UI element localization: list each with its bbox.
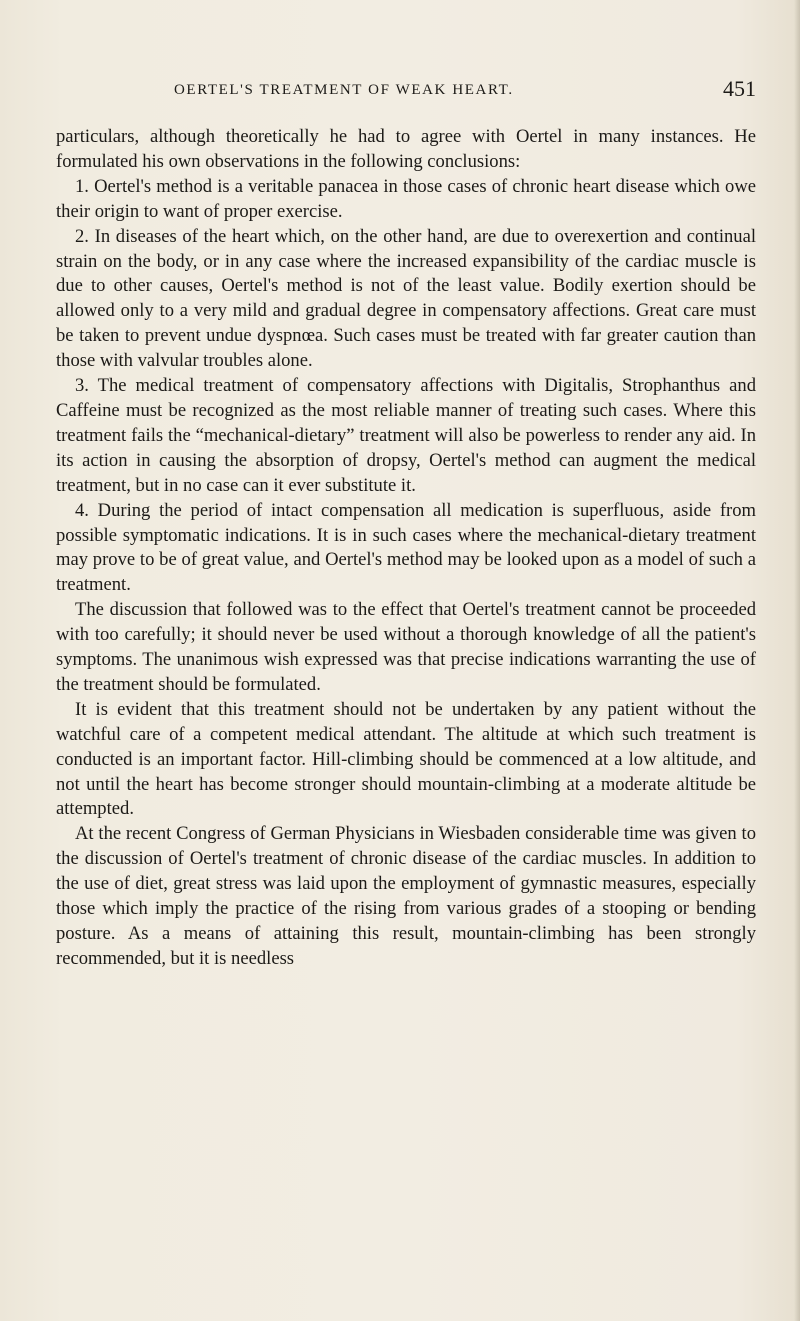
paragraph-conclusion-2: 2. In diseases of the heart which, on the other hand, are due to overexertion and continual strain on the body, or in any case where the increased expansibility of the cardiac muscle is due to other causes, Oertel's method is not of the least value. Bodily exertion should be allowed only to a very mild and gradual degree in compensatory affections. Great care must be taken to prevent undue dyspnœa. Such cases must be treated with far greater caution than those with valvular troubles alone. bbox=[56, 225, 756, 372]
body-text bbox=[56, 125, 756, 972]
paragraph-altitude: It is evident that this treatment should not be undertaken by any patient without the watchful care of a competent medical attendant. The altitude at which such treatment is conducted is an important factor. Hill-climbing should be commenced at a low altitude, and not until the heart has become stronger should mountain-climbing at a moderate altitude be attempted. bbox=[56, 698, 756, 820]
page-number: 451 bbox=[723, 76, 756, 101]
paragraph-conclusion-3: 3. The medical treatment of compensatory affections with Digitalis, Strophanthus and Caffeine must be recognized as the most reliable manner of treating such cases. Where this treatment fails the “mechanical-dietary” treatment will also be powerless to render any aid. In its action in causing the absorption of dropsy, Oertel's method can augment the medical treatment, but in no case can it ever substitute it. bbox=[56, 375, 756, 496]
paragraph-discussion: The discussion that followed was to the effect that Oertel's treatment cannot be proceeded with too carefully; it should never be used without a thorough knowledge of all the patient's symptoms. The unanimous wish expressed was that precise indications warranting the use of the treatment should be formulated. bbox=[56, 599, 756, 695]
running-head: OERTEL'S TREATMENT OF WEAK HEART. bbox=[174, 82, 514, 98]
page-edge-shadow bbox=[794, 0, 800, 1321]
page-header bbox=[56, 76, 756, 116]
paragraph-congress: At the recent Congress of German Physicians in Wiesbaden considerable time was given to the discussion of Oertel's treatment of chronic disease of the cardiac muscles. In addition to the use of diet, great stress was laid upon the employment of gymnastic measures, especially those which imply the practice of the rising from various grades of a stooping or bending posture. As a means of attaining this result, mountain-climbing has been strongly recommended, but it is needless bbox=[56, 823, 756, 969]
paragraph-continuation: particulars, although theoretically he had to agree with Oertel in many instances. He formulated his own observations in the following conclusions: bbox=[56, 126, 756, 172]
paragraph-conclusion-1: 1. Oertel's method is a veritable panacea in those cases of chronic heart disease which owe their origin to want of proper exercise. bbox=[56, 175, 756, 222]
paragraph-conclusion-4: 4. During the period of intact compensation all medication is superfluous, aside from possible symptomatic indications. It is in such cases where the mechanical-dietary treatment may prove to be of great value, and Oertel's method may be looked upon as a model of such a treatment. bbox=[56, 499, 756, 596]
